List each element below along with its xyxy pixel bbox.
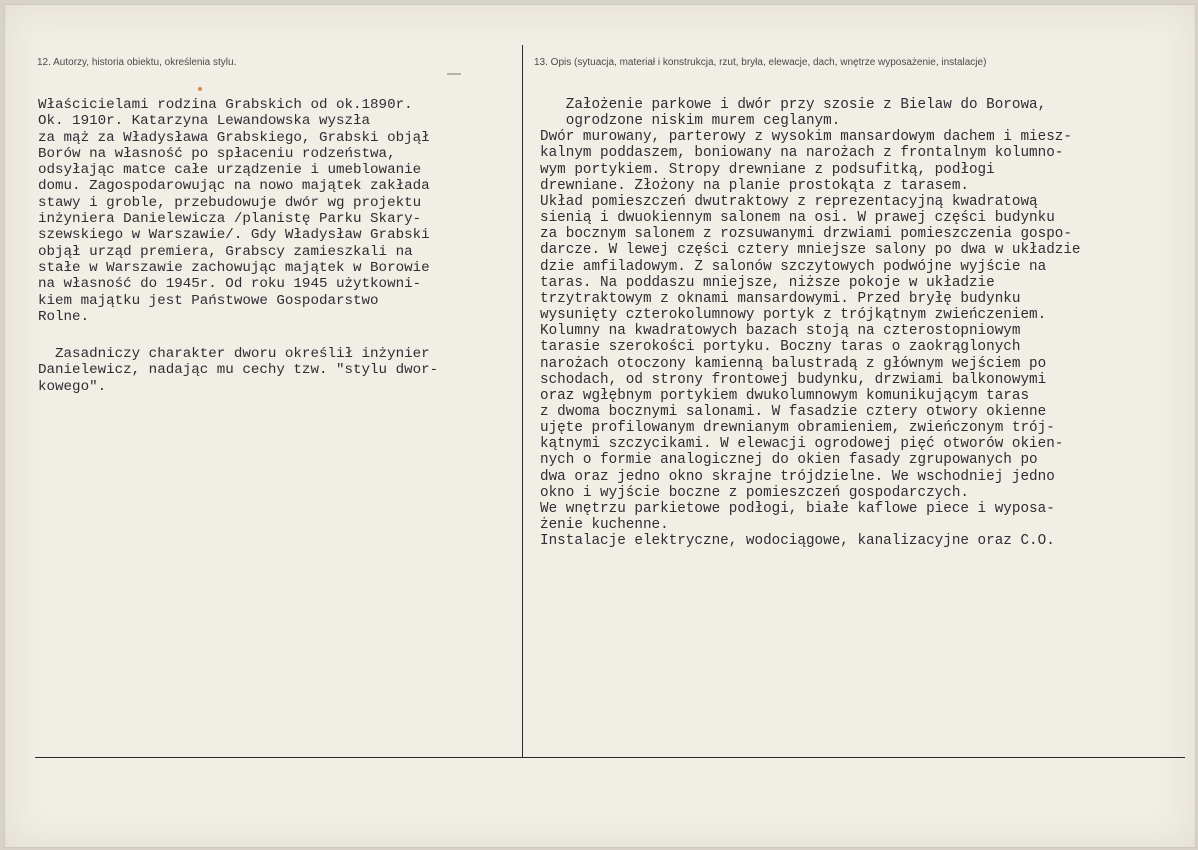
history-paragraph: Właścicielami rodzina Grabskich od ok.1890r. Ok. 1910r. Katarzyna Lewandowska wyszła za mąż za Władysława Grabskiego, Grabski objął Borów na własność po spłaceniu rodzeństwa, odsyłając matce całe urządzenie i umeblowanie domu. Zagospodarowując na nowo majątek zakłada stawy i groble, przebudowuje dwór wg projektu inżyniera Danielewicza /planistę Parku Skary- szewskiego w Warszawie/. Gdy Władysław Grabski objął urząd premiera, Grabscy zamieszkali na stałe w Warszawie zachowując majątek w Borowie na własność do 1945r. Od roku 1945 użytkowni- kiem majątku jest Państwowe Gospodarstwo Rolne. [38, 97, 430, 325]
ink-smudge [447, 73, 461, 75]
bottom-rule [35, 757, 1185, 758]
description-text: Założenie parkowe i dwór przy szosie z Bielaw do Borowa, ogrodzone niskim murem ceglanym. Dwór murowany, parterowy z wysokim mansardowym dachem i miesz- kalnym poddaszem, boniowany na narożach z frontalnym kolumno- wym portykiem. Stropy drewniane z podsufitką, podłogi drewniane. Złożony na planie prostokąta z tarasem. Układ pomieszczeń dwutraktowy z reprezentacyjną kwadratową sienią i dwuokiennym salonem na osi. W prawej części budynku za bocznym salonem z rozsuwanymi drzwiami pomieszczenia gospo- darcze. W lewej części cztery mniejsze salony po dwa w układzie dzie amfiladowym. Z salonów szczytowych podwójne wyjście na taras. Na poddaszu mniejsze, niższe pokoje w układzie trzytraktowym z oknami mansardowymi. Przed bryłę budynku wysunięty czterokolumnowy portyk z trójkątnym zwieńczeniem. Kolumny na kwadratowych bazach stoją na czterostopniowym tarasie szerokości portyku. Boczny taras o zaokrąglonych narożach otoczony kamienną balustradą z głównym wejściem po schodach, od strony frontowej budynku, drzwiami balkonowymi oraz wgłębnym portykiem dwukolumnowym komunikującym taras z dwoma bocznymi salonami. W fasadzie cztery otwory okienne ujęte profilowanym drewnianym obramieniem, zwieńczonym trój- kątnymi szczycikami. W elewacji ogrodowej pięć otworów okien- nych o formie analogicznej do okien fasady zgrupowanych po dwa oraz jedno okno skrajne trójdzielne. We wschodniej jedno okno i wyjście boczne z pomieszczeń gospodarczych. We wnętrzu parkietowe podłogi, białe kaflowe piece i wyposa- żenie kuchenne. Instalacje elektryczne, wodociągowe, kanalizacyjne oraz C.O. [540, 97, 1081, 550]
section-13-heading: 13. Opis (sytuacja, materiał i konstrukcja, rzut, bryła, elewacje, dach, wnętrze wyposażenie, instalacje) [534, 57, 987, 68]
column-divider [522, 45, 523, 757]
inventory-card [4, 4, 1196, 848]
section-12-heading: 12. Autorzy, historia obiektu, określenia stylu. [37, 57, 237, 68]
ink-dot [198, 87, 202, 91]
style-paragraph: Zasadniczy charakter dworu określił inżynier Danielewicz, nadając mu cechy tzw. "stylu dwor- kowego". [38, 346, 439, 395]
